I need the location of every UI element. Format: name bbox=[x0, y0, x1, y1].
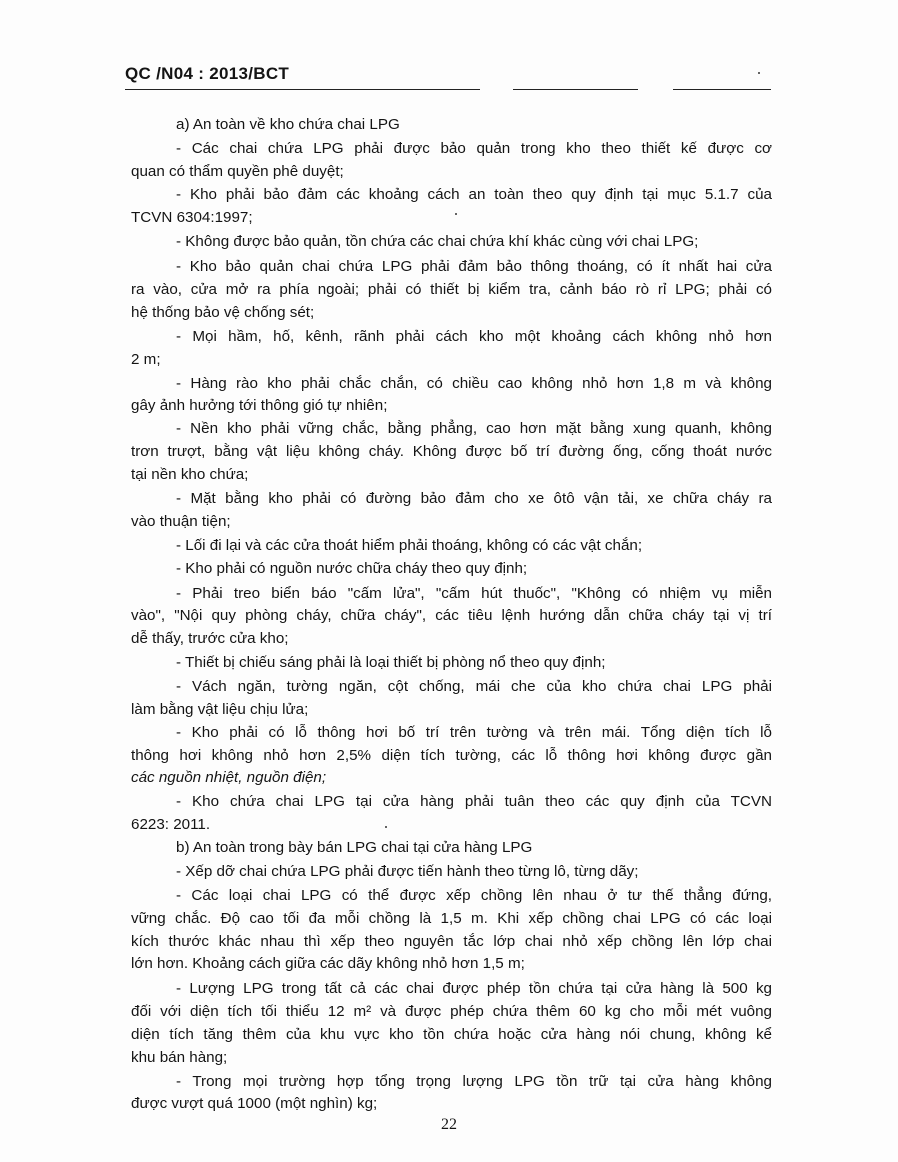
text-line: hệ thống bảo vệ chống sét; bbox=[131, 304, 315, 321]
text-line: - Thiết bị chiếu sáng phải là loại thiết bị phòng nổ theo quy định; bbox=[176, 654, 606, 671]
scan-speck bbox=[455, 213, 457, 215]
text-line: làm bằng vật liệu chịu lửa; bbox=[131, 701, 309, 718]
text-line: trơn trượt, bằng vật liệu không cháy. Không được bố trí đường ống, cống thoát nước bbox=[131, 443, 772, 460]
page-header bbox=[125, 64, 775, 94]
text-line: dễ thấy, trước cửa kho; bbox=[131, 630, 289, 647]
text-line: - Mặt bằng kho phải có đường bảo đảm cho xe ôtô vận tải, xe chữa cháy ra bbox=[176, 490, 772, 507]
text-line: đối với diện tích tối thiểu 12 m² và được phép chứa thêm 60 kg cho mỗi mét vuông bbox=[131, 1003, 772, 1020]
text-line: - Xếp dỡ chai chứa LPG phải được tiến hành theo từng lô, từng dãy; bbox=[176, 863, 639, 880]
text-line: vào thuận tiện; bbox=[131, 513, 231, 530]
header-rule bbox=[125, 89, 480, 90]
scan-speck bbox=[758, 72, 760, 74]
text-line: vững chắc. Độ cao tối đa mỗi chồng là 1,5 m. Khi xếp chồng chai LPG có các loại bbox=[131, 910, 772, 927]
page-number: 22 bbox=[441, 1116, 457, 1133]
text-line: các nguồn nhiệt, nguồn điện; bbox=[131, 769, 327, 786]
text-line: quan có thẩm quyền phê duyệt; bbox=[131, 163, 344, 180]
text-line: - Trong mọi trường hợp tổng trọng lượng LPG tồn trữ tại cửa hàng không bbox=[176, 1073, 772, 1090]
text-line: - Mọi hầm, hố, kênh, rãnh phải cách kho một khoảng cách không nhỏ hơn bbox=[176, 328, 772, 345]
text-line: lớn hơn. Khoảng cách giữa các dãy không nhỏ hơn 1,5 m; bbox=[131, 955, 525, 972]
text-line: - Các loại chai LPG có thể được xếp chồng lên nhau ở tư thế thẳng đứng, bbox=[176, 887, 772, 904]
text-line: gây ảnh hưởng tới thông gió tự nhiên; bbox=[131, 397, 388, 414]
text-line: - Kho phải có nguồn nước chữa cháy theo quy định; bbox=[176, 560, 528, 577]
text-line: vào", "Nội quy phòng cháy, chữa cháy", các tiêu lệnh hướng dẫn chữa cháy tại vị trí bbox=[131, 607, 772, 624]
section-heading: a) An toàn về kho chứa chai LPG bbox=[176, 116, 400, 133]
text-line: 2 m; bbox=[131, 351, 161, 368]
header-rule bbox=[673, 89, 771, 90]
text-line: - Vách ngăn, tường ngăn, cột chống, mái che của kho chứa chai LPG phải bbox=[176, 678, 772, 695]
text-line: kích thước khác nhau thì xếp theo nguyên tắc lớp chai nhỏ xếp chồng lên lớp chai bbox=[131, 933, 772, 950]
text-line: - Lối đi lại và các cửa thoát hiểm phải thoáng, không có các vật chắn; bbox=[176, 537, 643, 554]
text-line: tại nền kho chứa; bbox=[131, 466, 249, 483]
text-line: 6223: 2011. bbox=[131, 816, 211, 833]
text-line: diện tích tăng thêm của khu vực kho tồn chứa hoặc cửa hàng nói chung, không kể bbox=[131, 1026, 772, 1043]
scan-speck bbox=[385, 826, 387, 828]
text-line: - Lượng LPG trong tất cả các chai được phép tồn chứa tại cửa hàng là 500 kg bbox=[176, 980, 772, 997]
text-line: - Nền kho phải vững chắc, bằng phẳng, cao hơn mặt bằng xung quanh, không bbox=[176, 420, 772, 437]
text-line: khu bán hàng; bbox=[131, 1049, 228, 1066]
text-line: - Không được bảo quản, tồn chứa các chai chứa khí khác cùng với chai LPG; bbox=[176, 233, 699, 250]
header-rule bbox=[513, 89, 638, 90]
text-line: TCVN 6304:1997; bbox=[131, 209, 253, 226]
text-line: - Phải treo biển báo "cấm lửa", "cấm hút thuốc", "Không có nhiệm vụ miễn bbox=[176, 585, 772, 602]
section-heading: b) An toàn trong bày bán LPG chai tại cửa hàng LPG bbox=[176, 839, 533, 856]
text-line: - Các chai chứa LPG phải được bảo quản trong kho theo thiết kế được cơ bbox=[176, 140, 772, 157]
text-line: thông hơi không nhỏ hơn 2,5% diện tích tường, các lỗ thông hơi không được gần bbox=[131, 747, 772, 764]
text-line: được vượt quá 1000 (một nghìn) kg; bbox=[131, 1095, 378, 1112]
regulation-code: QC /N04 : 2013/BCT bbox=[125, 64, 290, 83]
text-line: ra vào, cửa mở ra phía ngoài; phải có thiết bị kiểm tra, cảnh báo rò rỉ LPG; phải có bbox=[131, 281, 772, 298]
text-line: - Kho bảo quản chai chứa LPG phải đảm bảo thông thoáng, có ít nhất hai cửa bbox=[176, 258, 772, 275]
text-line: - Kho phải bảo đảm các khoảng cách an toàn theo quy định tại mục 5.1.7 của bbox=[176, 186, 772, 203]
text-line: - Hàng rào kho phải chắc chắn, có chiều cao không nhỏ hơn 1,8 m và không bbox=[176, 375, 772, 392]
text-line: - Kho chứa chai LPG tại cửa hàng phải tuân theo các quy định của TCVN bbox=[176, 793, 772, 810]
text-line: - Kho phải có lỗ thông hơi bố trí trên tường và trên mái. Tổng diện tích lỗ bbox=[176, 724, 772, 741]
